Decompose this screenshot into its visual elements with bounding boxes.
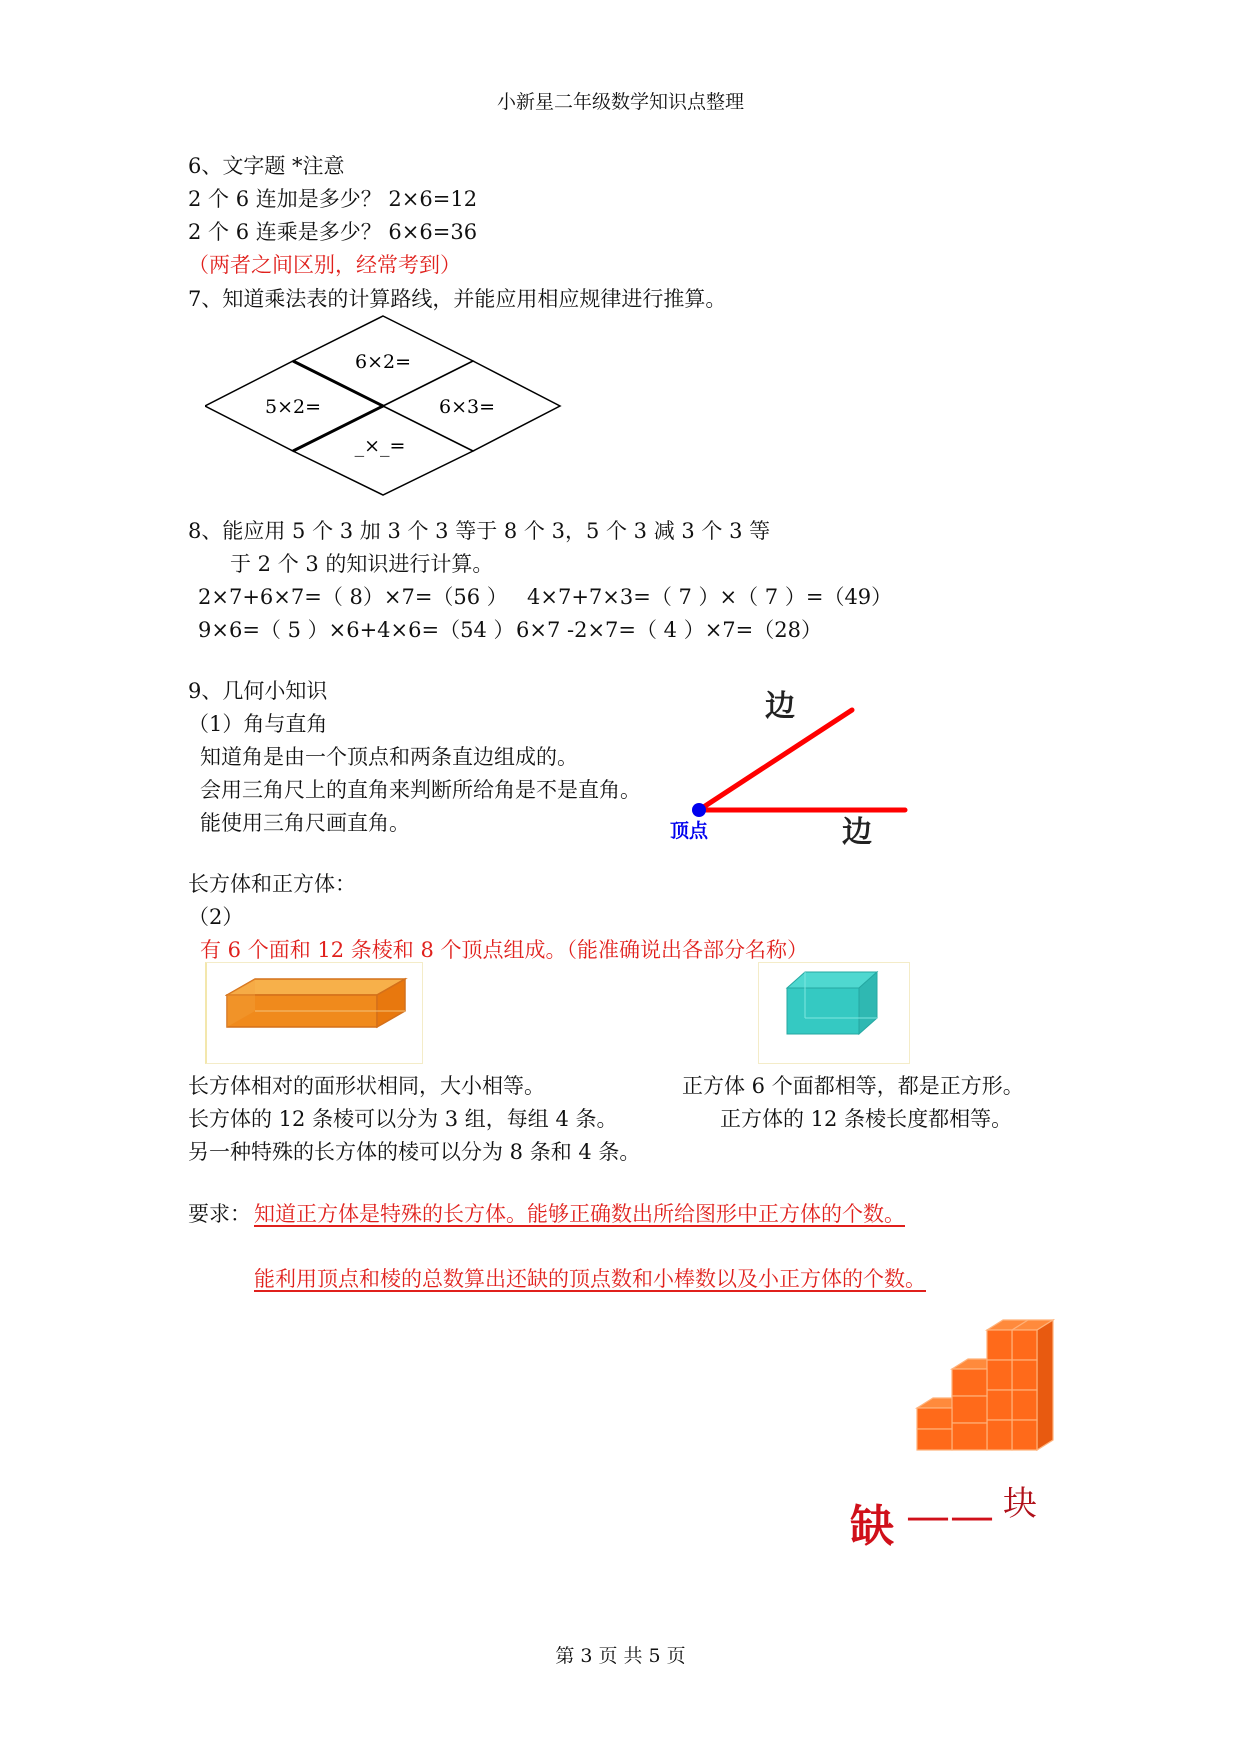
equation-3: 9×6=（ 5 ）×6+4×6=（54 ） bbox=[198, 618, 515, 642]
section-6-heading: 6、文字题 *注意 bbox=[188, 154, 345, 178]
requirement-line-1: 知道正方体是特殊的长方体。能够正确数出所给图形中正方体的个数。 bbox=[254, 1202, 905, 1226]
angle-fact-3: 能使用三角尺画直角。 bbox=[200, 811, 410, 835]
angle-vertex-dot bbox=[692, 803, 706, 817]
diamond-right-label: 6×3= bbox=[438, 396, 496, 418]
cube-staircase-figure bbox=[905, 1318, 1055, 1460]
section-8-line-1: 8、能应用 5 个 3 加 3 个 3 等于 8 个 3，5 个 3 减 3 个 3 等 bbox=[188, 519, 771, 543]
angle-edge-label-lower: 边 bbox=[842, 815, 872, 850]
section-6-note: （两者之间区别，经常考到） bbox=[188, 253, 461, 277]
cuboid-figure bbox=[225, 975, 410, 1035]
cube-front-face bbox=[787, 988, 859, 1034]
equation-1: 2×7+6×7=（ 8）×7=（56 ） bbox=[198, 585, 508, 609]
equation-2: 4×7+7×3=（ 7 ）×（ 7 ）=（49） bbox=[527, 585, 893, 609]
multiplication-diamond-diagram bbox=[205, 312, 565, 497]
block-unit-label: 块 bbox=[1003, 1484, 1037, 1524]
solids-heading: 长方体和正方体： bbox=[188, 872, 356, 896]
diamond-left-label: 5×2= bbox=[264, 396, 322, 418]
angle-fact-2: 会用三角尺上的直角来判断所给角是不是直角。 bbox=[200, 778, 641, 802]
section-8-line-2: 于 2 个 3 的知识进行计算。 bbox=[230, 552, 494, 576]
angle-edge-upper bbox=[699, 710, 852, 810]
diamond-bottom-label: _×_= bbox=[354, 435, 406, 457]
angle-diagram bbox=[660, 690, 920, 850]
solids-parts-note: 有 6 个面和 12 条棱和 8 个顶点组成。（能准确说出各部分名称） bbox=[200, 938, 808, 962]
page-footer-number: 第 3 页 共 5 页 bbox=[555, 1645, 686, 1667]
section-7-heading: 7、知道乘法表的计算路线，并能应用相应规律进行推算。 bbox=[188, 287, 727, 311]
cube-fact-2: 正方体的 12 条棱长度都相等。 bbox=[720, 1107, 1013, 1131]
page-header-title: 小新星二年级数学知识点整理 bbox=[496, 91, 744, 113]
cube-figure bbox=[785, 970, 885, 1040]
missing-label: 缺 bbox=[850, 1501, 894, 1552]
cuboid-fact-1: 长方体相对的面形状相同，大小相等。 bbox=[188, 1074, 545, 1098]
angle-fact-1: 知道角是由一个顶点和两条直边组成的。 bbox=[200, 745, 578, 769]
diamond-top-label: 6×2= bbox=[354, 351, 412, 373]
section-6-line-2: 2 个 6 连乘是多少？ 6×6=36 bbox=[188, 220, 478, 244]
cuboid-fact-3: 另一种特殊的长方体的棱可以分为 8 条和 4 条。 bbox=[188, 1140, 641, 1164]
cube-fact-1: 正方体 6 个面都相等，都是正方形。 bbox=[682, 1074, 1024, 1098]
solids-subheading-2: （2） bbox=[188, 905, 244, 929]
equation-4: 6×7 -2×7=（ 4 ）×7=（28） bbox=[516, 618, 822, 642]
section-9-subheading-1: （1）角与直角 bbox=[188, 712, 328, 736]
section-6-line-1: 2 个 6 连加是多少？ 2×6=12 bbox=[188, 187, 478, 211]
section-9-heading: 9、几何小知识 bbox=[188, 679, 328, 703]
angle-edge-label-upper: 边 bbox=[765, 690, 795, 724]
requirement-line-2: 能利用顶点和棱的总数算出还缺的顶点数和小棒数以及小正方体的个数。 bbox=[254, 1267, 926, 1291]
angle-vertex-label: 顶点 bbox=[670, 820, 709, 842]
missing-blank-line: —— bbox=[906, 1491, 994, 1542]
cuboid-fact-2: 长方体的 12 条棱可以分为 3 组，每组 4 条。 bbox=[188, 1107, 618, 1131]
requirement-label: 要求： bbox=[188, 1202, 251, 1226]
